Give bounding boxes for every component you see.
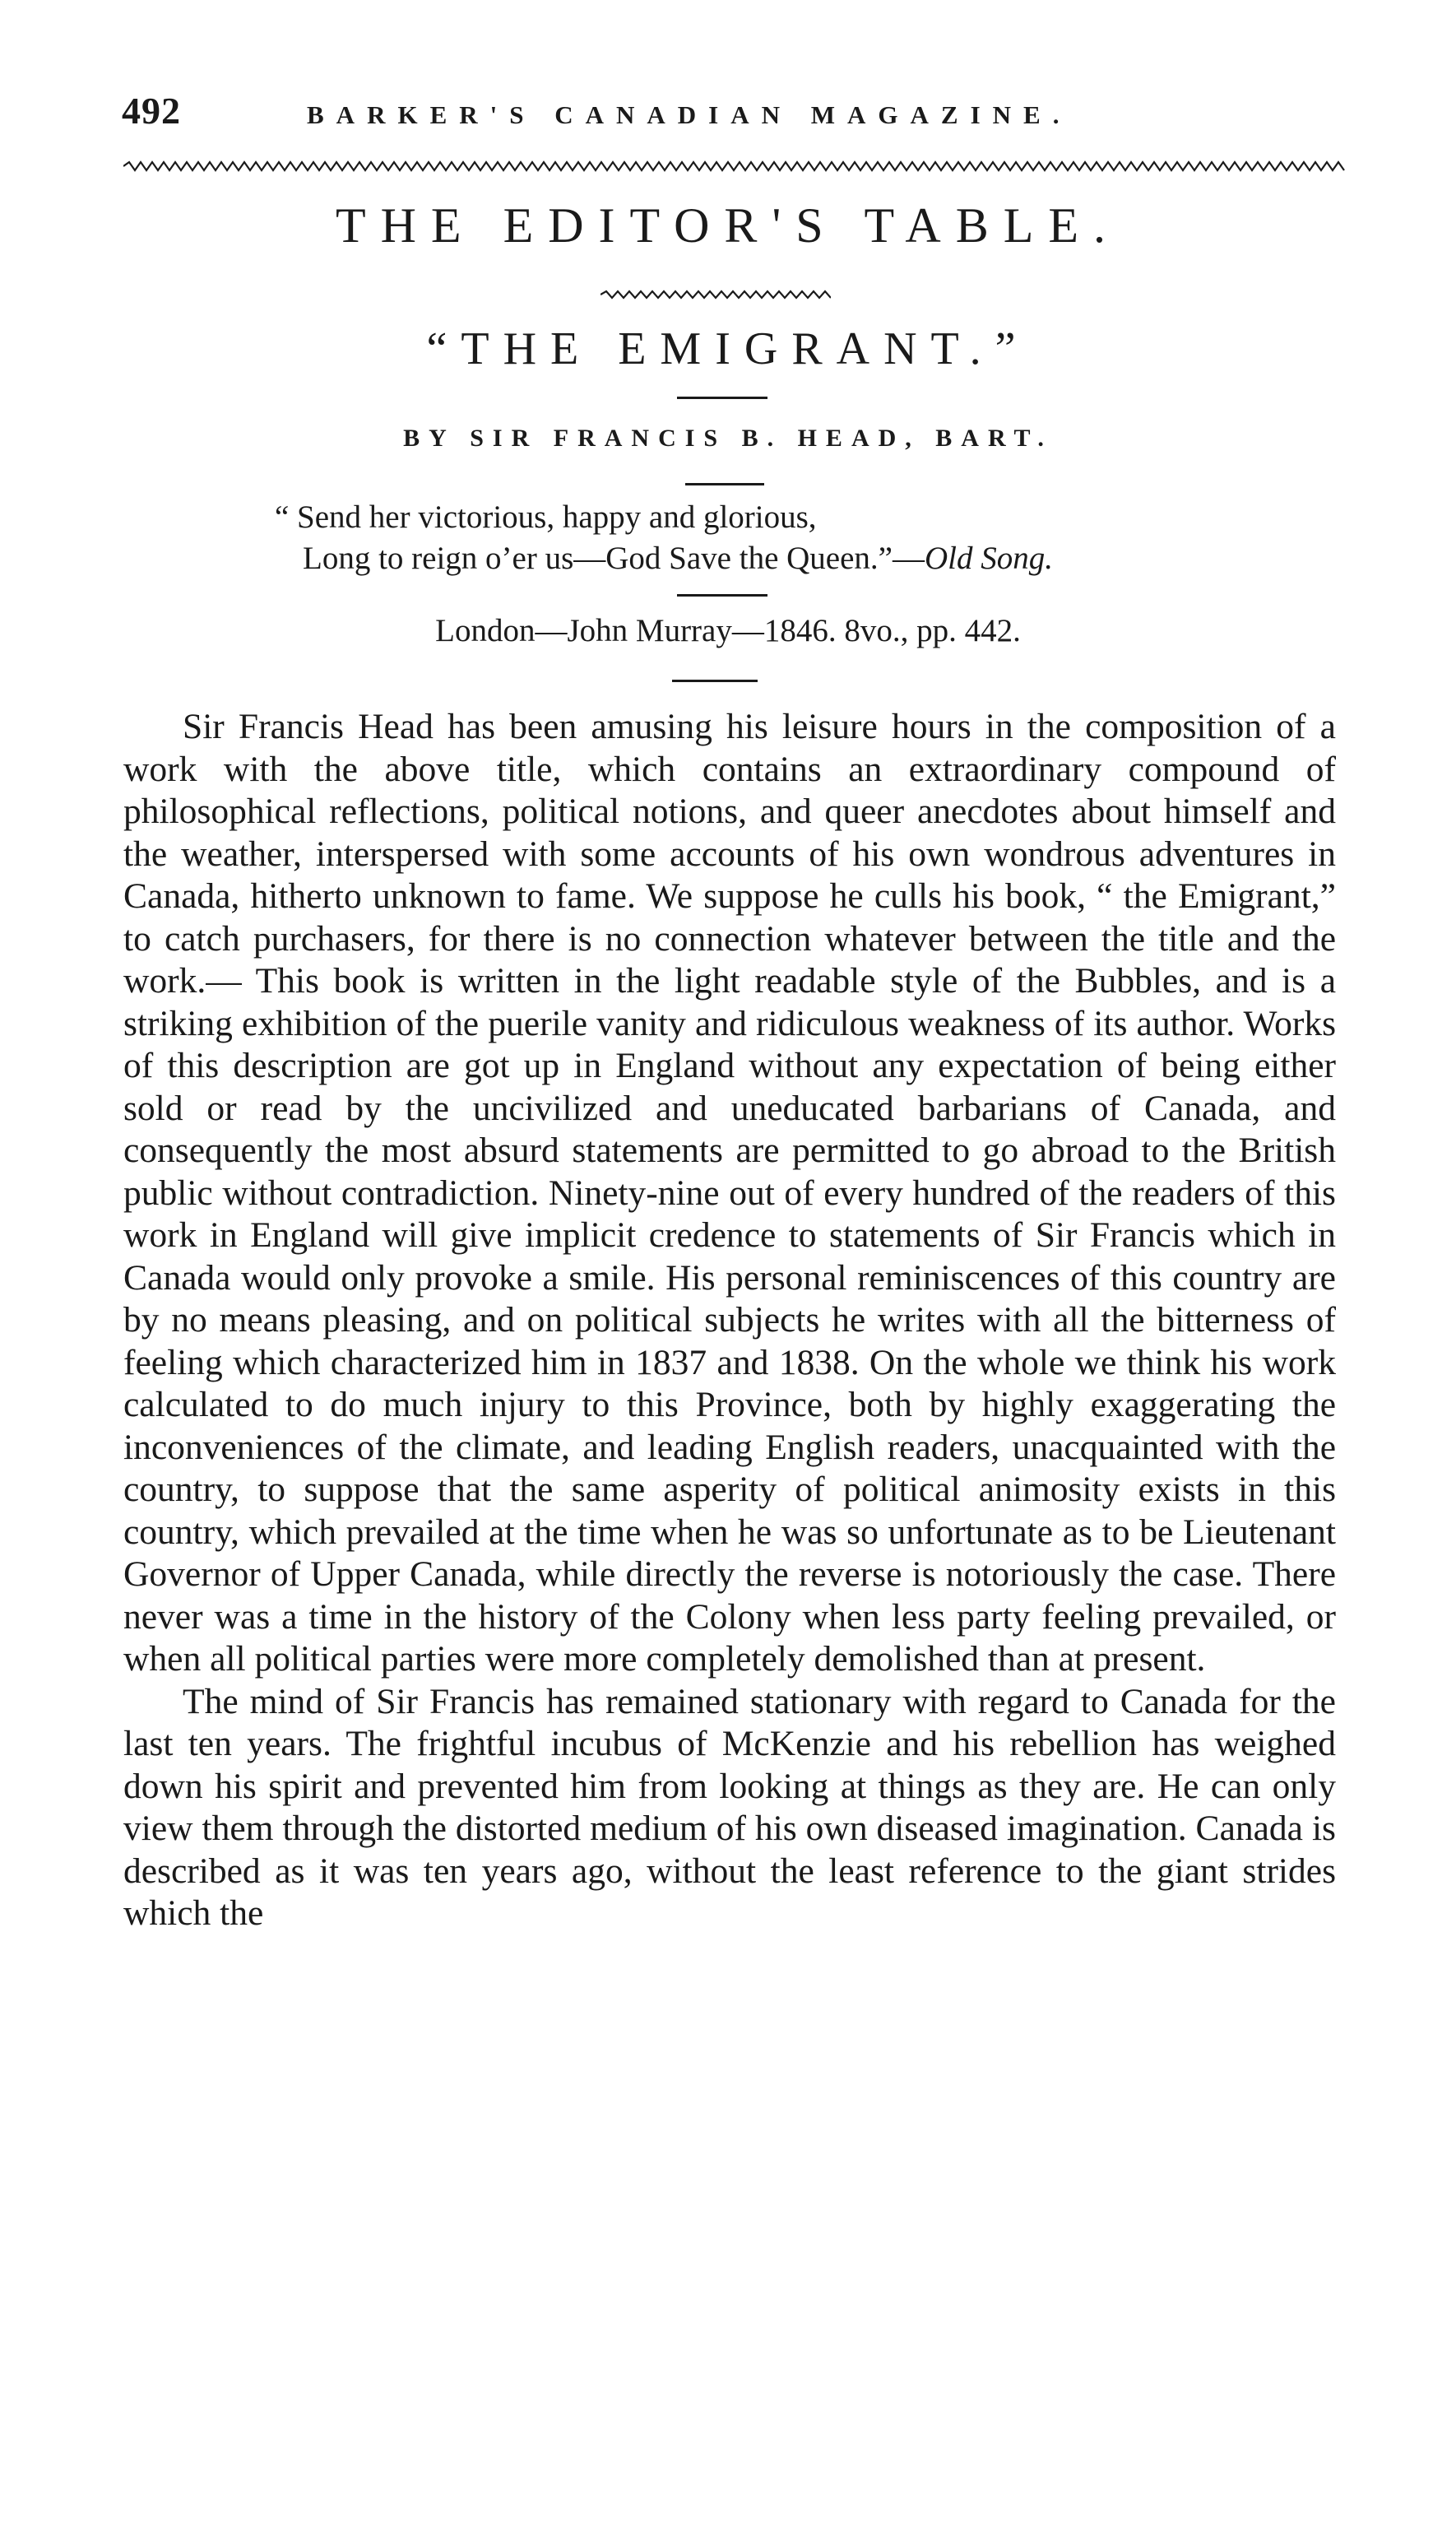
- magazine-title: BARKER'S CANADIAN MAGAZINE.: [307, 100, 1072, 129]
- paragraph: Sir Francis Head has been amusing his leisure hours in the composition of a work with the above title, which contains an extraordinary compound of philosophical reflections, political notions, and queer anecdotes about himself and the weather, interspersed with some accounts of his own wondrous adventures in Canada, hitherto unknown to fame. We suppose he culls his book, “ the Emigrant,” to catch purchasers, for there is no connection whatever between the title and the work.— This book is written in the light readable style of the Bubbles, and is a striking exhibition of the puerile vanity and ridiculous weakness of its author. Works of this description are got up in England without any expectation of being either sold or read by the uncivilized and uneducated barbarians of Canada, and consequently the most absurd statements are permitted to go abroad to the British public without contradiction. Ninety-nine out of every hundred of the readers of this work in England will give implicit credence to statements of Sir Francis which in Canada would only provoke a smile. His personal reminiscences of this country are by no means pleasing, and on political subjects he writes with all the bitterness of feeling which characterized him in 1837 and 1838. On the whole we think his work calculated to do much injury to this Province, both by highly exaggerating the inconveniences of the climate, and leading English readers, unacquainted with the country, to suppose that the same asperity of political animosity exists in this country, which prevailed at the time when he was so unfortunate as to be Lieutenant Governor of Upper Canada, while directly the reverse is notoriously the case. There never was a time in the history of the Colony when less party feeling prevailed, or when all political parties were more completely demolished than at present.: [123, 707, 1336, 1679]
- section-title: THE EDITOR'S TABLE.: [335, 198, 1121, 253]
- epigraph-line: “ Send her victorious, happy and glorious,: [275, 499, 817, 535]
- publication-info: London—John Murray—1846. 8vo., pp. 442.: [435, 613, 1021, 648]
- book-title: “THE EMIGRANT.”: [426, 323, 1030, 374]
- epigraph-text: Long to reign o’er us—God Save the Queen.”—: [303, 541, 925, 576]
- paragraph: The mind of Sir Francis has remained stationary with regard to Canada for the last ten years. The frightful incubus of McKenzie and his rebellion has weighed down his spirit and prevented him from looking at things as they are. He can only view them through the distorted medium of his own diseased imagination. Canada is described as it was ten years ago, without the least reference to the giant strides which the: [123, 1681, 1336, 1933]
- short-rule: [672, 680, 758, 682]
- page-number: 492: [122, 90, 181, 132]
- epigraph: [275, 497, 1053, 579]
- review-body: [123, 706, 1336, 1935]
- short-rule: [685, 483, 764, 485]
- short-rule: [677, 594, 767, 597]
- small-wavy-divider: [600, 290, 831, 300]
- epigraph-source: Old Song.: [924, 541, 1053, 576]
- running-head: [122, 89, 1356, 146]
- short-rule: [677, 397, 767, 399]
- byline: BY SIR FRANCIS B. HEAD, BART.: [403, 425, 1053, 452]
- wavy-divider: [123, 160, 1349, 172]
- epigraph-line: [275, 538, 1053, 579]
